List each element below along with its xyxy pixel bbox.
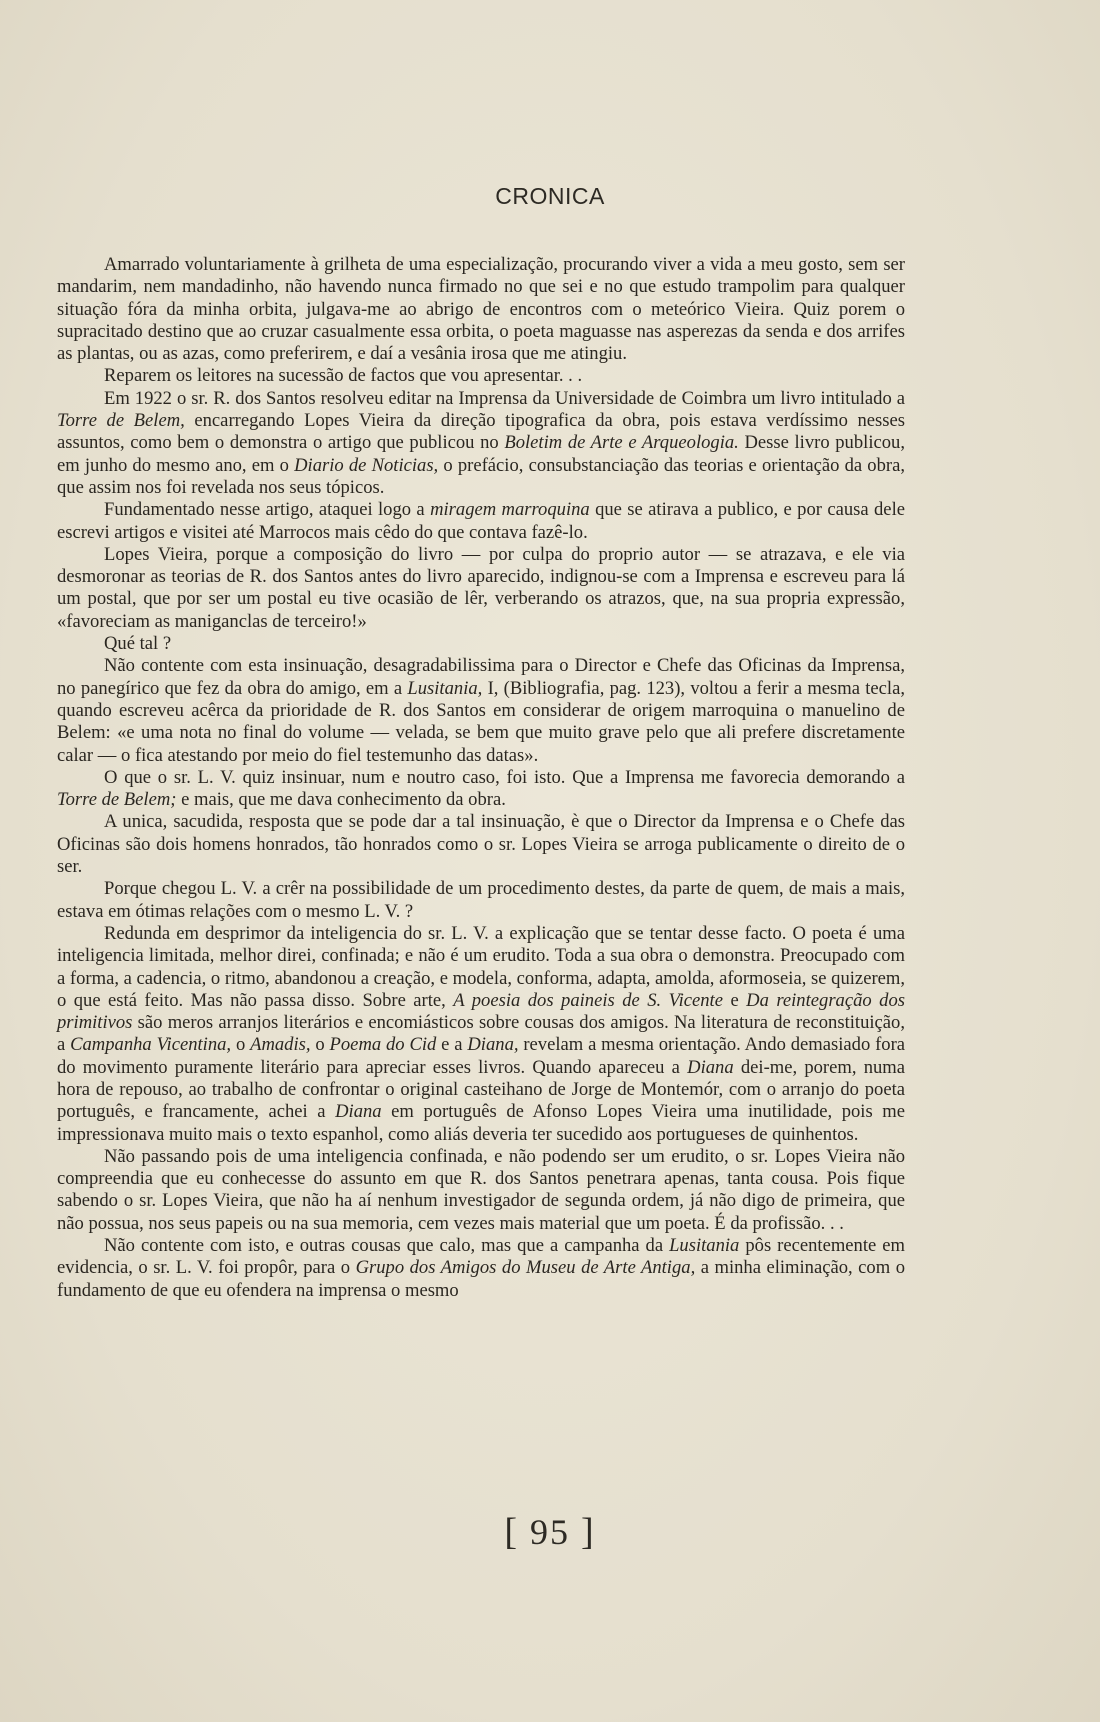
right-bracket-glyph: ] [581,1511,596,1553]
italic-title-run: Diana, [467,1034,519,1056]
body-paragraph [57,1235,905,1302]
body-paragraph [57,655,905,766]
body-paragraph [57,388,905,499]
text-run: o [310,1034,330,1056]
text-run: Reparem os leitores na sucessão de factos que vou apresentar. . . [104,365,583,387]
italic-title-run: Diario de Noticias, [294,454,439,476]
italic-title-run: Boletim de Arte e Arqueologia. [504,432,739,454]
text-run: Amarrado voluntariamente à grilheta de uma especialização, procurando viver a vida a meu gosto, sem ser mandarim, nem mandadinho, não havendo nunca firmado no que sei e no que estudo trampolim para qualquer situação fóra da minha orbita, julgava-me ao abrigo de encontros com o meteórico Vieira. Quiz porem o supracitado destino que ao cruzar casualmente essa orbita, o poeta maguasse nas asperezas da senda e dos arrifes as plantas, ou as azas, como preferirem, e daí a vesânia irosa que me atingiu. [57,254,905,365]
text-run: dei-me, porem, numa hora de repouso, ao trabalho de confrontar o original casteihano de Jorge de Montemór, com o arranjo do poeta português, e francamente, achei a [57,1056,905,1123]
body-paragraph [57,365,905,387]
text-run: e mais, que me dava conhecimento da obra. [176,789,506,811]
text-run: Não passando pois de uma inteligencia confinada, e não podendo ser um erudito, o sr. Lopes Vieira não compreendia que eu conhecesse do assunto em que R. dos Santos penetrara apenas, tanta cousa. Pois fique sabendo o sr. Lopes Vieira, que não ha aí nenhum investigador de segunda ordem, já não digo de primeira, que não possua, nos seus papeis ou na sua memoria, cem vezes mais material que um poeta. É da profissão. . . [57,1145,905,1234]
text-run: A unica, sacudida, resposta que se pode dar a tal insinuação, è que o Director da Imprensa e o Chefe das Oficinas são dois homens honrados, tão honrados como o sr. Lopes Vieira se arroga publicamente o direito de o ser. [57,811,905,878]
page-number-value: 95 [530,1512,570,1552]
text-run: O que o sr. L. V. quiz insinuar, num e noutro caso, foi isto. Que a Imprensa me favorecia demorando a [104,766,905,788]
text-run: Fundamentado nesse artigo, ataquei logo a [104,499,431,521]
italic-title-run: miragem marroquina [430,499,590,521]
text-run: Desse livro publicou, em junho do mesmo ano, em o [57,432,905,476]
text-run: revelam a mesma orientação. Ando demasiado fora do movimento puramente literário para apreciar esses livros. Quando apareceu a [57,1034,906,1078]
page-number [0,1510,1100,1554]
text-run: que se atirava a publico, e por causa dele escrevi artigos e visitei até Marrocos mais cêdo do que contava fazê-lo. [57,499,905,543]
text-run: o prefácio, consubstanciação das teorias e orientação da obra, que assim nos foi revelada nos seus tópicos. [57,454,905,498]
body-paragraph [57,499,905,544]
text-run: Lopes Vieira, porque a composição do livro — por culpa do proprio autor — se atrazava, e ele via desmoronar as teorias de R. dos Santos antes do livro aparecido, indignou-se com a Imprensa e escreveu para lá um postal, que por ser um postal eu tive ocasião de lêr, verberando os atrazos, que, na sua propria expressão, «favoreciam as maniganclas de terceiro!» [57,543,905,632]
body-paragraph [57,633,905,655]
page-title: CRONICA [495,183,605,209]
body-paragraph [57,878,905,923]
chronicle-body-text [57,254,905,1302]
italic-title-run: Campanha Vicentina, [70,1034,232,1056]
italic-title-run: Torre de Belem; [57,789,177,811]
text-run: Não contente com esta insinuação, desagradabilissima para o Director e Chefe das Oficinas da Imprensa, no panegírico que fez da obra do amigo, em a [57,655,905,699]
text-run: Redunda em desprimor da inteligencia do sr. L. V. a explicação que se tentar desse facto. O poeta é uma inteligencia limitada, melhor direi, confinada; e não é um erudito. Toda a sua obra o demonstra. Preocupado com a forma, a cadencia, o ritmo, abandonou a creação, e modela, conforma, adapta, amolda, aformoseia, se quizerem, o que está feito. Mas não passa disso. Sobre arte, [57,922,905,1011]
text-run: Qué tal ? [104,633,172,655]
text-run: e [722,989,747,1011]
italic-title-run: Da reintegração dos primitivos [57,989,905,1034]
text-run: Em 1922 o sr. R. dos Santos resolveu editar na Imprensa da Universidade de Coimbra um livro intitulado a [104,387,905,409]
italic-title-run: Diana [687,1056,734,1078]
italic-title-run: Lusitania [669,1235,740,1257]
italic-title-run: Amadis, [250,1034,311,1056]
text-run: são meros arranjos literários e encomiásticos sobre cousas dos amigos. Na literatura de reconstituição, a [57,1012,905,1056]
text-run: e a [436,1034,468,1056]
body-paragraph [57,811,905,878]
text-run: pôs recentemente em evidencia, o sr. L. V. foi propôr, para o [57,1235,905,1279]
body-paragraph [57,544,905,633]
body-paragraph [57,767,905,812]
body-paragraph [57,1146,905,1235]
body-paragraph [57,254,905,365]
text-run: Porque chegou L. V. a crêr na possibilidade de um procedimento destes, da parte de quem, de mais a mais, estava em ótimas relações com o mesmo L. V. ? [57,878,905,922]
italic-title-run: Grupo dos Amigos do Museu de Arte Antiga, [355,1257,696,1279]
italic-title-run: Torre de Belem, [57,410,185,432]
text-run: encarregando Lopes Vieira da direção tipografica da obra, pois estava verdíssimo nesses assuntos, como bem o demonstra o artigo que publicou no [57,410,905,454]
italic-title-run: Diana [335,1101,382,1123]
left-bracket-glyph: [ [504,1511,519,1553]
text-run: Não contente com isto, e outras cousas que calo, mas que a campanha da [104,1235,670,1257]
text-run: a minha eliminação, com o fundamento de que eu ofendera na imprensa o mesmo [57,1257,905,1301]
body-paragraph [57,923,905,1146]
text-run: em português de Afonso Lopes Vieira uma inutilidade, pois me impressionava muito mais o texto espanhol, como aliás deveria ter sucedido aos portugueses de quinhentos. [57,1101,906,1145]
italic-title-run: Lusitania, [407,677,483,699]
italic-title-run: Poema do Cid [329,1034,437,1056]
text-run: o [231,1034,251,1056]
text-run: I, (Bibliografia, pag. 123), voltou a ferir a mesma tecla, quando escreveu acêrca da prioridade de R. dos Santos em considerar de origem marroquina o manuelino de Belem: «e uma nota no final do volume — velada, se bem que muito grave pelo que ali prefere discretamente calar — o fica atestando por meio do fiel testemunho das datas». [57,677,905,766]
italic-title-run: A poesia dos paineis de S. Vicente [453,989,723,1011]
